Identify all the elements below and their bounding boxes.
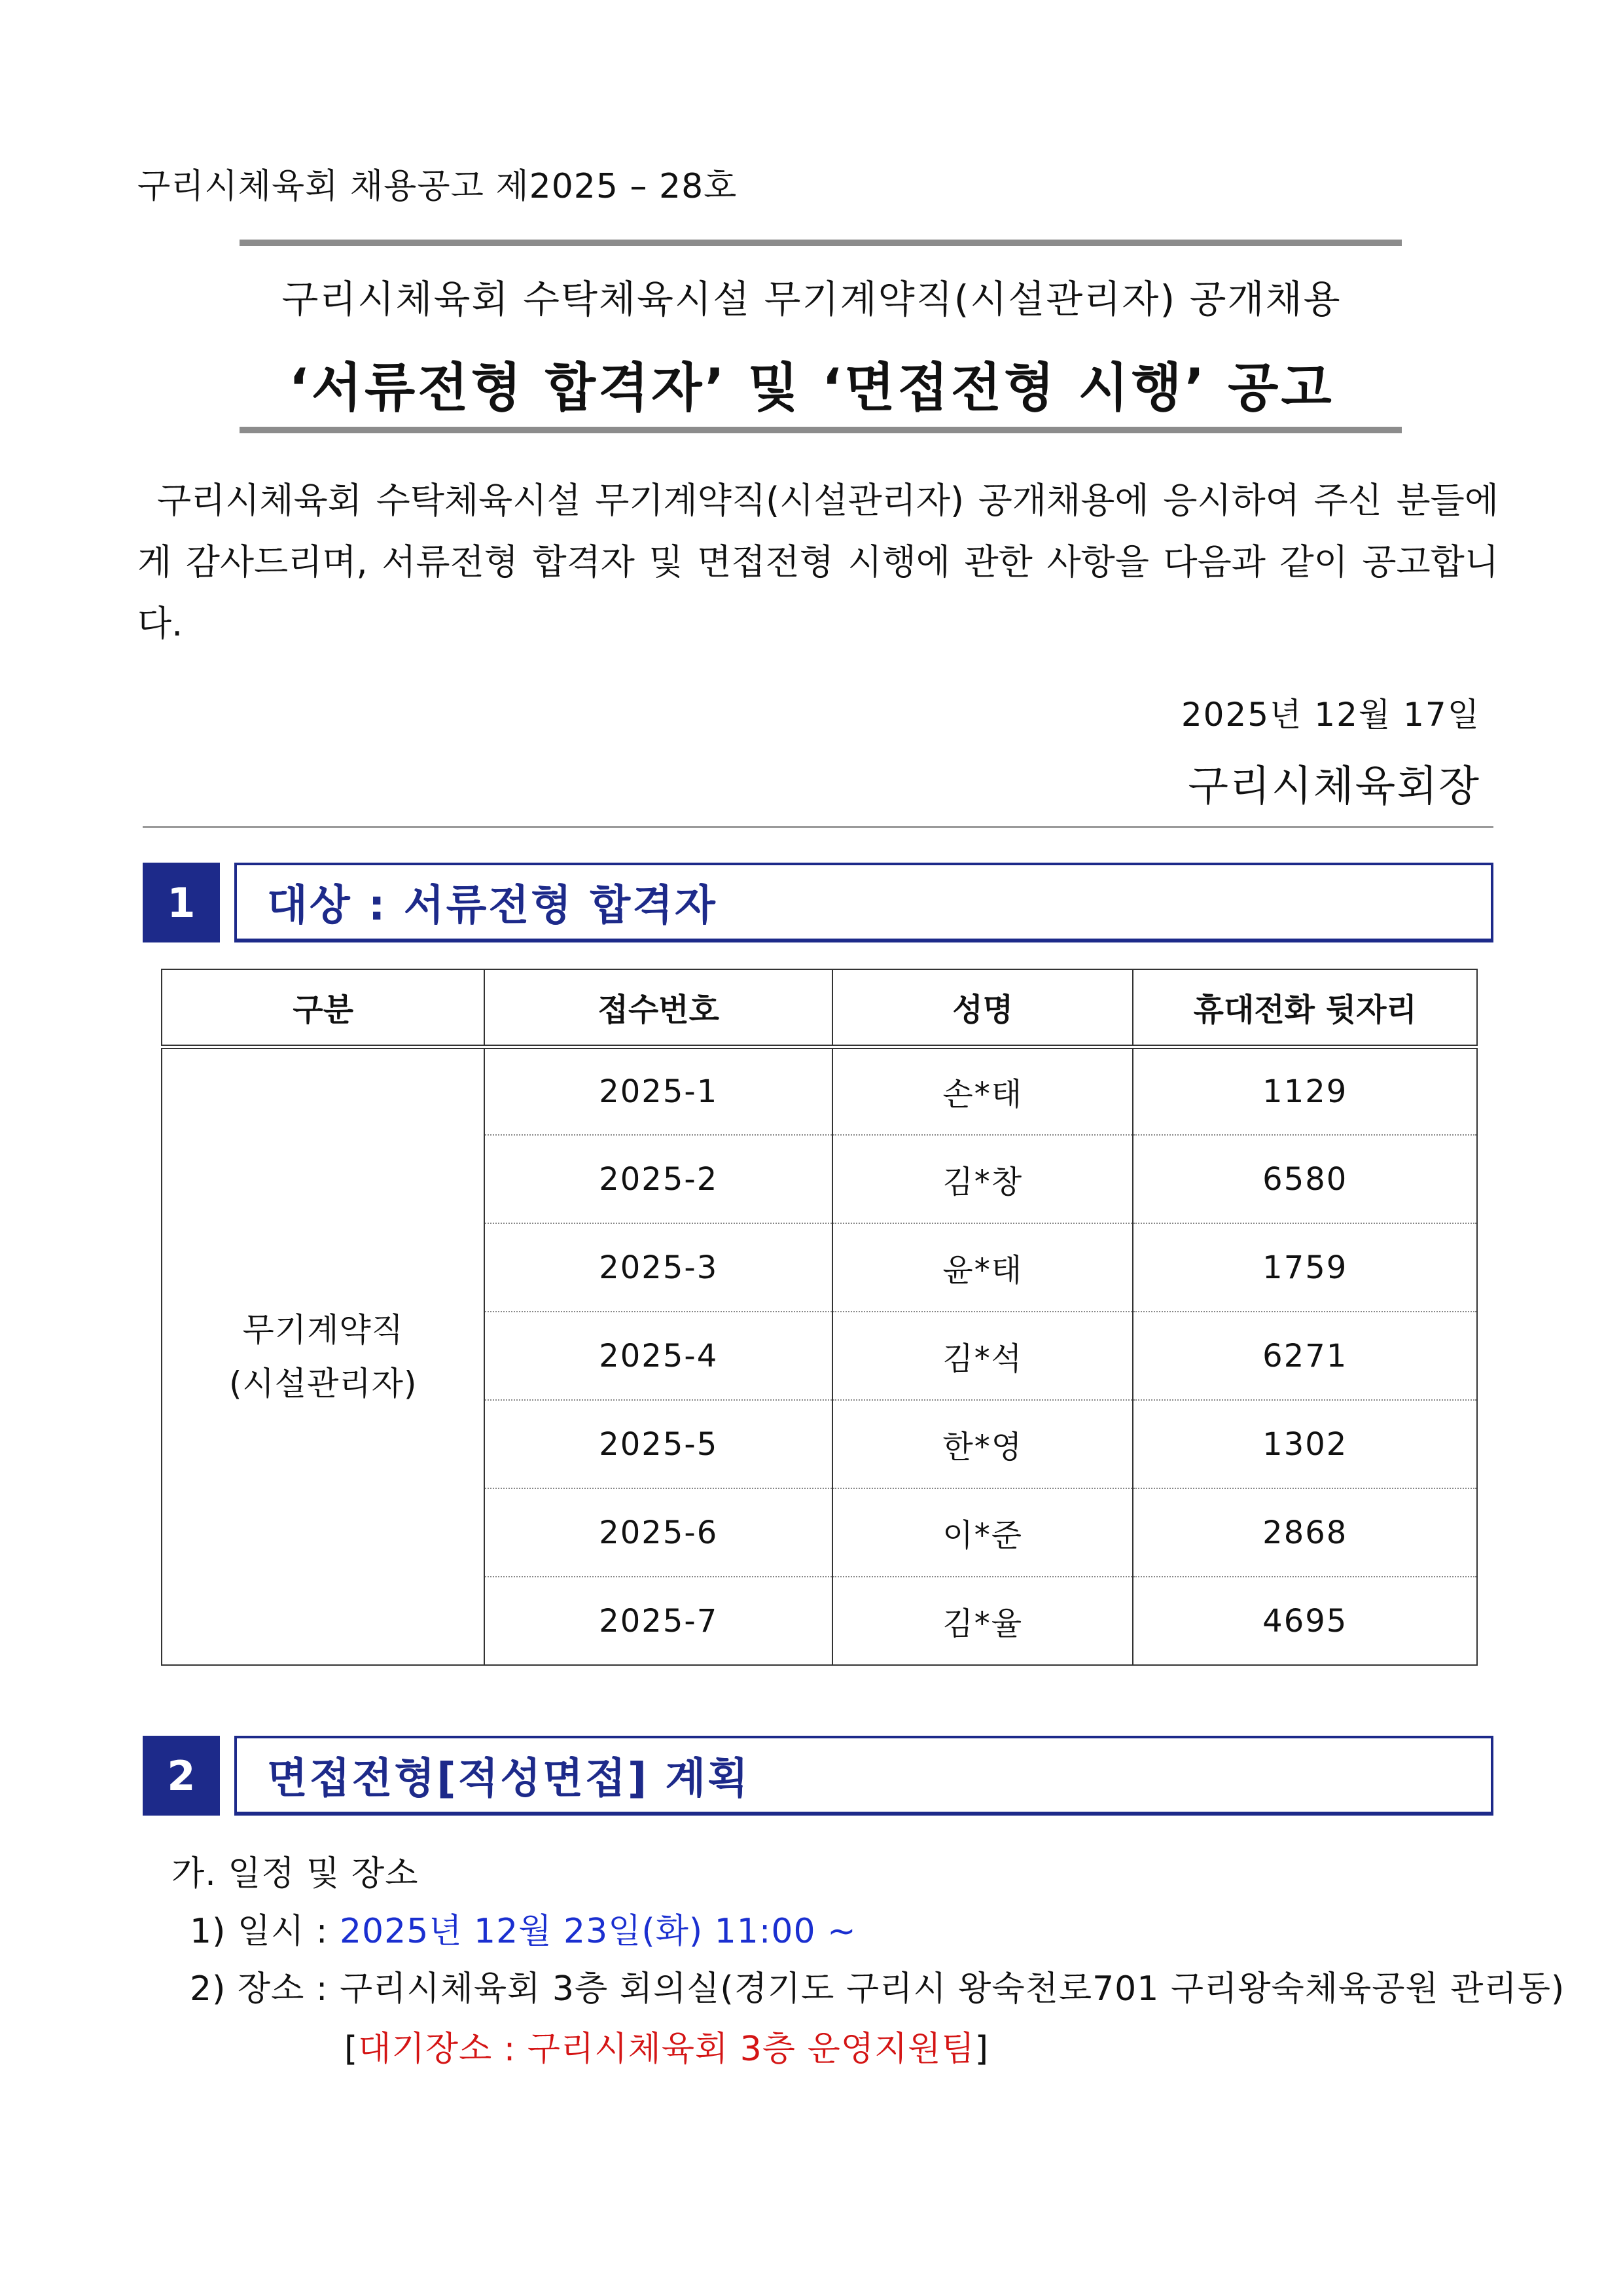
waiting-area-value: 대기장소 : 구리시체육회 3층 운영지원팀 bbox=[358, 2030, 975, 2069]
name-cell: 김*율 bbox=[832, 1577, 1133, 1665]
section-1-title: 대상 : 서류전형 합격자 bbox=[267, 882, 717, 930]
receipt-no-cell: 2025-6 bbox=[484, 1488, 832, 1577]
datetime-label: 1) 일시 : bbox=[190, 1912, 340, 1951]
name-cell: 손*태 bbox=[832, 1047, 1133, 1135]
receipt-no-cell: 2025-3 bbox=[484, 1223, 832, 1312]
separator-line bbox=[143, 826, 1493, 828]
schedule-heading: 가. 일정 및 장소 bbox=[171, 1854, 419, 1893]
group-label-line2: (시설관리자) bbox=[228, 1364, 418, 1403]
phone-cell: 4695 bbox=[1133, 1577, 1477, 1665]
header-receipt-no: 접수번호 bbox=[484, 969, 832, 1047]
receipt-no-cell: 2025-4 bbox=[484, 1312, 832, 1400]
passers-table bbox=[161, 969, 1478, 1666]
group-label-line1: 무기계약직 bbox=[242, 1310, 404, 1349]
intro-paragraph: 구리시체육회 수탁체육시설 무기계약직(시설관리자) 공개채용에 응시하여 주신 분들에게 감사드리며, 서류전형 합격자 및 면접전형 시행에 관한 사항을 다음과 같이 공고합니다. bbox=[137, 480, 1499, 644]
section-2-title: 면접전형[적성면접] 계획 bbox=[267, 1755, 751, 1803]
table-row bbox=[162, 1047, 1477, 1135]
notice-number: 구리시체육회 채용공고 제2025 – 28호 bbox=[137, 167, 738, 206]
title-bottom-rule bbox=[240, 427, 1402, 433]
title-main: ‘서류전형 합격자’ 및 ‘면접전형 시행’ 공고 bbox=[289, 357, 1334, 418]
waiting-bracket-close: ] bbox=[974, 2030, 990, 2069]
waiting-area bbox=[344, 2021, 989, 2070]
receipt-no-cell: 2025-2 bbox=[484, 1135, 832, 1223]
phone-cell: 6580 bbox=[1133, 1135, 1477, 1223]
group-cell bbox=[162, 1047, 484, 1665]
section-2-header bbox=[234, 1736, 1493, 1816]
waiting-bracket-open: [ bbox=[344, 2030, 359, 2069]
receipt-no-cell: 2025-7 bbox=[484, 1577, 832, 1665]
title-top-rule bbox=[240, 240, 1402, 246]
name-cell: 김*석 bbox=[832, 1312, 1133, 1400]
phone-cell: 1302 bbox=[1133, 1400, 1477, 1488]
name-cell: 윤*태 bbox=[832, 1223, 1133, 1312]
title-subtitle: 구리시체육회 수탁체육시설 무기계약직(시설관리자) 공개채용 bbox=[281, 277, 1342, 321]
phone-cell: 1759 bbox=[1133, 1223, 1477, 1312]
schedule-datetime bbox=[190, 1903, 857, 1952]
name-cell: 김*창 bbox=[832, 1135, 1133, 1223]
receipt-no-cell: 2025-1 bbox=[484, 1047, 832, 1135]
phone-cell: 1129 bbox=[1133, 1047, 1477, 1135]
header-name: 성명 bbox=[832, 969, 1133, 1047]
header-phone-suffix: 휴대전화 뒷자리 bbox=[1133, 969, 1477, 1047]
name-cell: 한*영 bbox=[832, 1400, 1133, 1488]
section-1-header bbox=[234, 863, 1493, 942]
phone-cell: 6271 bbox=[1133, 1312, 1477, 1400]
receipt-no-cell: 2025-5 bbox=[484, 1400, 832, 1488]
table-header-row bbox=[162, 969, 1477, 1047]
datetime-value: 2025년 12월 23일(화) 11:00 ~ bbox=[339, 1912, 857, 1951]
notice-date: 2025년 12월 17일 bbox=[1181, 696, 1480, 734]
section-1-number: 1 bbox=[143, 863, 220, 942]
section-2-number: 2 bbox=[143, 1736, 220, 1816]
signer: 구리시체육회장 bbox=[1188, 762, 1480, 811]
header-category: 구분 bbox=[162, 969, 484, 1047]
schedule-location: 2) 장소 : 구리시체육회 3층 회의실(경기도 구리시 왕숙천로701 구리왕숙체육공원 관리동) bbox=[190, 1969, 1565, 2009]
name-cell: 이*준 bbox=[832, 1488, 1133, 1577]
phone-cell: 2868 bbox=[1133, 1488, 1477, 1577]
